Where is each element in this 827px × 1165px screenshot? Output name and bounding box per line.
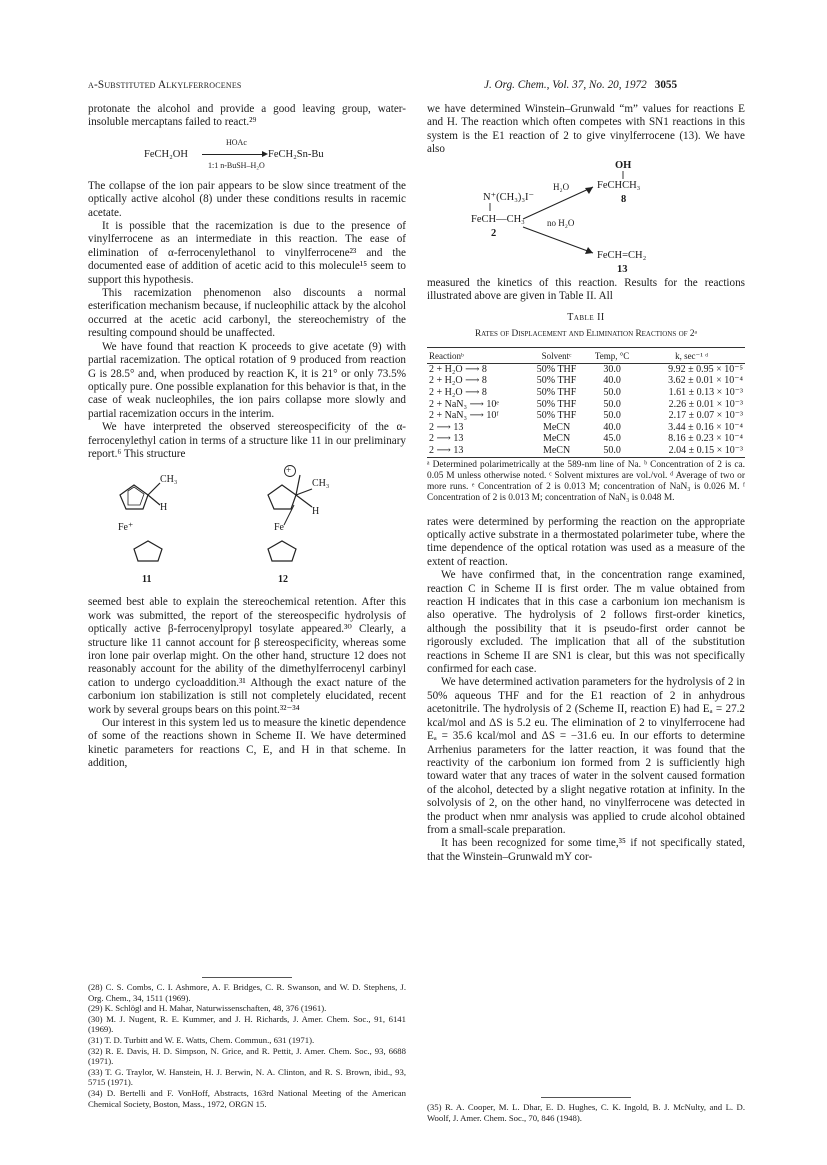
table-row bbox=[427, 433, 745, 445]
equation-product: FeCH₂Sn-Bu bbox=[268, 148, 324, 160]
compound-number: 2 bbox=[491, 227, 497, 239]
table-cell: 50.0 bbox=[603, 410, 621, 422]
paragraph: We have confirmed that, in the concentration range examined, reaction C in Scheme II is first order. The m value obtained from reaction H indicates that in this case a carbonium ion mechanism is also operative. The hydrolysis of 2 follows first-order kinetics, although the possibility that it is pseudo-first order cannot be rigorously excluded. The implication that all of the substitution reactions in Scheme II are SN1 is clear, but this was not specifically confirmed for each case. bbox=[427, 569, 745, 676]
table-cell: 2.04 ± 0.15 × 10⁻³ bbox=[638, 445, 745, 457]
reactant: FeCH—CH₃ bbox=[471, 213, 525, 225]
footnote-rule bbox=[541, 1097, 631, 1098]
footnote-item: (33) T. G. Traylor, W. Hanstein, H. J. Berwin, N. A. Clinton, and R. S. Brown, ibid., 93, 5715 (1971). bbox=[88, 1066, 406, 1088]
table-cell: 3.62 ± 0.01 × 10⁻⁴ bbox=[668, 375, 743, 387]
table-row bbox=[427, 445, 745, 457]
journal-citation bbox=[484, 79, 677, 91]
paragraph: This racemization phenomenon also discounts a normal esterification mechanism because, if nucleophilic attack by the alcohol occurred at the acetic acid carbonyl, the stereochemistry of the resulting compound should be unaffected. bbox=[88, 287, 406, 340]
product-alcohol: FeCHCH₃ bbox=[597, 179, 641, 191]
reaction-arrow bbox=[202, 154, 266, 155]
table-cell: 2 + H₂O ⟶ 8 bbox=[429, 375, 487, 387]
table-cell: 1.61 ± 0.13 × 10⁻³ bbox=[668, 387, 743, 399]
table-top-rule bbox=[427, 347, 745, 348]
page-number: 3055 bbox=[654, 79, 678, 91]
table-cell: 50% THF bbox=[536, 375, 577, 387]
table-cell: 8.16 ± 0.23 × 10⁻⁴ bbox=[668, 433, 743, 445]
table-cell: 2.26 ± 0.01 × 10⁻³ bbox=[668, 398, 743, 410]
paragraph: It has been recognized for some time,³⁵ if not specifically stated, that the Winstein–Grunwald mY cor- bbox=[427, 837, 745, 863]
table-cell: 2 + H₂O ⟶ 8 bbox=[429, 363, 487, 375]
charge-label: + bbox=[286, 465, 292, 476]
compound-number: 11 bbox=[142, 574, 152, 586]
table-cell: 2.17 ± 0.07 × 10⁻³ bbox=[668, 410, 743, 422]
table-cell: 50.0 bbox=[603, 387, 621, 399]
compound-number: 13 bbox=[617, 263, 628, 275]
product-vinyl: FeCH=CH₂ bbox=[597, 249, 647, 261]
footnote-item: (35) R. A. Cooper, M. L. Dhar, E. D. Hughes, C. K. Ingold, B. J. McNulty, and L. D. Woolf, J. Amer. Chem. Soc., 70, 846 (1948). bbox=[427, 1102, 745, 1123]
paragraph: we have determined Winstein–Grunwald “m” values for reactions E and H. The reaction which often competes with SN1 reactions in this system is the E1 reaction of 2 to give vinylferrocene (13). We have also bbox=[427, 103, 745, 156]
table-cell: 50% THF bbox=[536, 387, 577, 399]
paragraph: rates were determined by performing the reaction on the appropriate optically active substrate in a thermostated polarimeter tube, where the time dependence of the optical rotation was used as a measure of the extent of reaction. bbox=[427, 515, 745, 568]
kinetics-table bbox=[427, 351, 745, 457]
table-cell: 9.92 ± 0.95 × 10⁻⁵ bbox=[668, 363, 743, 375]
table-row bbox=[427, 410, 745, 422]
equation-conditions: 1:1 n-BuSH–H₂O bbox=[208, 160, 265, 170]
table-cell: 50% THF bbox=[536, 398, 577, 410]
paragraph: We have found that reaction K proceeds to give acetate (9) with partial racemization. The optical rotation of 9 produced from reaction G is 28.5° and, when produced by reaction K, it is 21° or only 73.5% optically pure. One possible explanation for this behavior is that, in the case of weak nucleophiles, the ion pairs collapse more slowly and partial racemization occurs in the interim. bbox=[88, 340, 406, 420]
iron-label: Fe bbox=[274, 522, 284, 534]
footnote-item: (32) R. E. Davis, H. D. Simpson, N. Grice, and R. Pettit, J. Amer. Chem. Soc., 93, 6688 (1971). bbox=[88, 1045, 406, 1067]
table-cell: 2 + NaN₃ ⟶ 10ᵉ bbox=[429, 398, 499, 410]
table-cell: 3.44 ± 0.16 × 10⁻⁴ bbox=[668, 421, 743, 433]
structures-11-12 bbox=[88, 461, 406, 596]
table-caption: Rates of Displacement and Elimination Reactions of 2ᵃ bbox=[474, 328, 698, 339]
right-column bbox=[427, 103, 745, 864]
equation-reactant: FeCH₂OH bbox=[144, 148, 188, 160]
compound-number: 8 bbox=[621, 193, 627, 205]
paragraph: It is possible that the racemization is due to the presence of vinylferrocene as an intermediate in this reaction. The ease of elimination of α-ferrocenylethanol to vinylferrocene²³ and the documented ease of addition of acetic acid to this molecule¹⁵ seem to support this hypothesis. bbox=[88, 220, 406, 286]
footnote-rule bbox=[202, 977, 292, 978]
table-row bbox=[427, 422, 745, 434]
hydrogen-label: H bbox=[312, 506, 320, 518]
structure-drawing bbox=[88, 461, 406, 596]
methyl-label: CH₃ bbox=[160, 474, 178, 486]
table-cell: 45.0 bbox=[603, 433, 621, 445]
reaction-scheme bbox=[427, 157, 745, 277]
table-header-row bbox=[427, 351, 745, 363]
column-header: Solventᶜ bbox=[527, 351, 586, 363]
table-cell: 50% THF bbox=[536, 363, 577, 375]
table-cell: 2 ⟶ 13 bbox=[429, 433, 464, 445]
table-cell: 2 + H₂O ⟶ 8 bbox=[429, 387, 487, 399]
table-cell: 40.0 bbox=[603, 375, 621, 387]
table-cell: 2 ⟶ 13 bbox=[429, 421, 464, 433]
table-row bbox=[427, 387, 745, 399]
paragraph: seemed best able to explain the stereochemical retention. After this work was submitted, the report of the stereospecific hydrolysis of optically active β-ferrocenylpropyl tosylate appeared.³⁰ Clearly, a structure like 11 cannot account for β stereospecificity, whereas some iron lone pair overlap might. On the other hand, structure 12 does not reasonably account for the ability of the dimethylferrocenyl carbinyl cation to undergo cycloaddition.³¹ Although the exact nature of the carbonium ion stabilization is still not completely elucidated, recent work by several groups bears on this point.³²⁻³⁴ bbox=[88, 596, 406, 716]
footnote-item: (30) M. J. Nugent, R. E. Kummer, and J. H. Richards, J. Amer. Chem. Soc., 91, 6141 (1969). bbox=[88, 1013, 406, 1035]
column-header: k, sec⁻¹ ᵈ bbox=[638, 351, 745, 363]
paragraph: measured the kinetics of this reaction. Results for the reactions illustrated above are given in Table II. All bbox=[427, 276, 745, 303]
hydrogen-label: H bbox=[160, 502, 168, 514]
paragraph: Our interest in this system led us to measure the kinetic dependence of some of the reactions shown in Scheme II. We have determined kinetic parameters for reactions C, E, and H in that scheme. In addition, bbox=[88, 717, 406, 770]
table-cell: 2 + NaN₃ ⟶ 10ᶠ bbox=[429, 410, 499, 422]
left-column bbox=[88, 103, 406, 771]
footnote-item: (31) T. D. Turbitt and W. E. Watts, Chem. Commun., 631 (1971). bbox=[88, 1034, 315, 1045]
equation-thiol bbox=[88, 136, 406, 170]
column-header: Reactionᵇ bbox=[427, 351, 527, 363]
table-cell: MeCN bbox=[542, 433, 571, 445]
compound-number: 12 bbox=[278, 574, 288, 586]
paragraph: We have determined activation parameters for the hydrolysis of 2 in 50% aqueous THF and for the E1 reaction of 2 in anhydrous acetonitrile. The hydrolysis of 2 (Scheme II, reaction E) had Eₐ = 27.2 kcal/mol and ΔS is 5.2 eu. The elimination of 2 to vinylferrocene had Eₐ = 35.6 kcal/mol and ΔS = −31.6 eu. In our efforts to determine Arrhenius parameters for the latter reaction, it was found that the reactivity of the carbonium ion formed from 2 is sufficiently high toward water that any traces of water in the solvent caused formation of the alcohol, detected by a slight negative rotation at infinity. In the solvolysis of 2, on the other hand, no vinylferrocene was detected in the product when nmr analysis was applied to crude alcohol obtained from a small-scale preparation. bbox=[427, 676, 745, 836]
table-row bbox=[427, 375, 745, 387]
table-cell: MeCN bbox=[527, 445, 586, 457]
footnotes-left bbox=[88, 977, 406, 1109]
table-title: Table II bbox=[567, 312, 605, 324]
paragraph: We have interpreted the observed stereospecificity of the α-ferrocenylethyl cation in terms of a structure like 11 in our preliminary report.⁶ This structure bbox=[88, 421, 406, 460]
footnote-item: (34) D. Bertelli and F. VonHoff, Abstracts, 163rd National Meeting of the American Chemical Society, Boston, Mass., 1972, ORGN 15. bbox=[88, 1087, 406, 1109]
column-header: Temp, °C bbox=[586, 351, 638, 363]
footnote-item: (28) C. S. Combs, C. I. Ashmore, A. F. Bridges, C. R. Swanson, and W. D. Stephens, J. Org. Chem., 34, 1511 (1969). bbox=[88, 982, 406, 1003]
running-title: α-Substituted Alkylferrocenes bbox=[88, 79, 242, 91]
table-row bbox=[427, 363, 745, 375]
methyl-label: CH₃ bbox=[312, 478, 330, 490]
table-cell: 50.0 bbox=[603, 398, 621, 410]
hydroxyl-label: OH bbox=[615, 159, 632, 171]
table-cell: 30.0 bbox=[603, 363, 621, 375]
table-cell: 40.0 bbox=[603, 421, 621, 433]
journal-name: J. Org. Chem., Vol. 37, No. 20, 1972 bbox=[484, 79, 647, 91]
table-cell: 50% THF bbox=[536, 410, 577, 422]
footnote-right bbox=[427, 1097, 745, 1123]
paragraph: protonate the alcohol and provide a good leaving group, water-insoluble mercaptans failed to react.²⁹ bbox=[88, 103, 406, 129]
equation-reagent: HOAc bbox=[226, 137, 247, 147]
table-cell: MeCN bbox=[542, 421, 571, 433]
iron-cation-label: Fe⁺ bbox=[118, 522, 134, 534]
reagent-water: H₂O bbox=[553, 181, 570, 192]
table-cell: 2 ⟶ 13 bbox=[427, 445, 527, 457]
ammonium-group: N⁺(CH₃)₃I⁻ bbox=[483, 191, 535, 203]
paragraph: The collapse of the ion pair appears to be slow since treatment of the optically active alcohol (8) under these conditions results in racemic acetate. bbox=[88, 179, 406, 219]
table-row bbox=[427, 399, 745, 411]
footnote-item: (29) K. Schlögl and H. Mahar, Naturwissenschaften, 48, 376 (1961). bbox=[88, 1003, 327, 1014]
table-cell: 50.0 bbox=[586, 445, 638, 457]
table-footnotes: ᵃ Determined polarimetrically at the 589-nm line of Na. ᵇ Concentration of 2 is ca. 0.05 M unless otherwise noted. ᶜ Solvent mixtures are vol./vol. ᵈ Average of two or more runs. ᵉ Concentration of 2 is 0.013 M; concentration of NaN₃ is 0.026 M. ᶠ Concentration of 2 is 0.013 M; concentration of NaN₃ is 0.048 M. bbox=[427, 459, 745, 503]
reagent-no-water: no H₂O bbox=[547, 217, 575, 228]
